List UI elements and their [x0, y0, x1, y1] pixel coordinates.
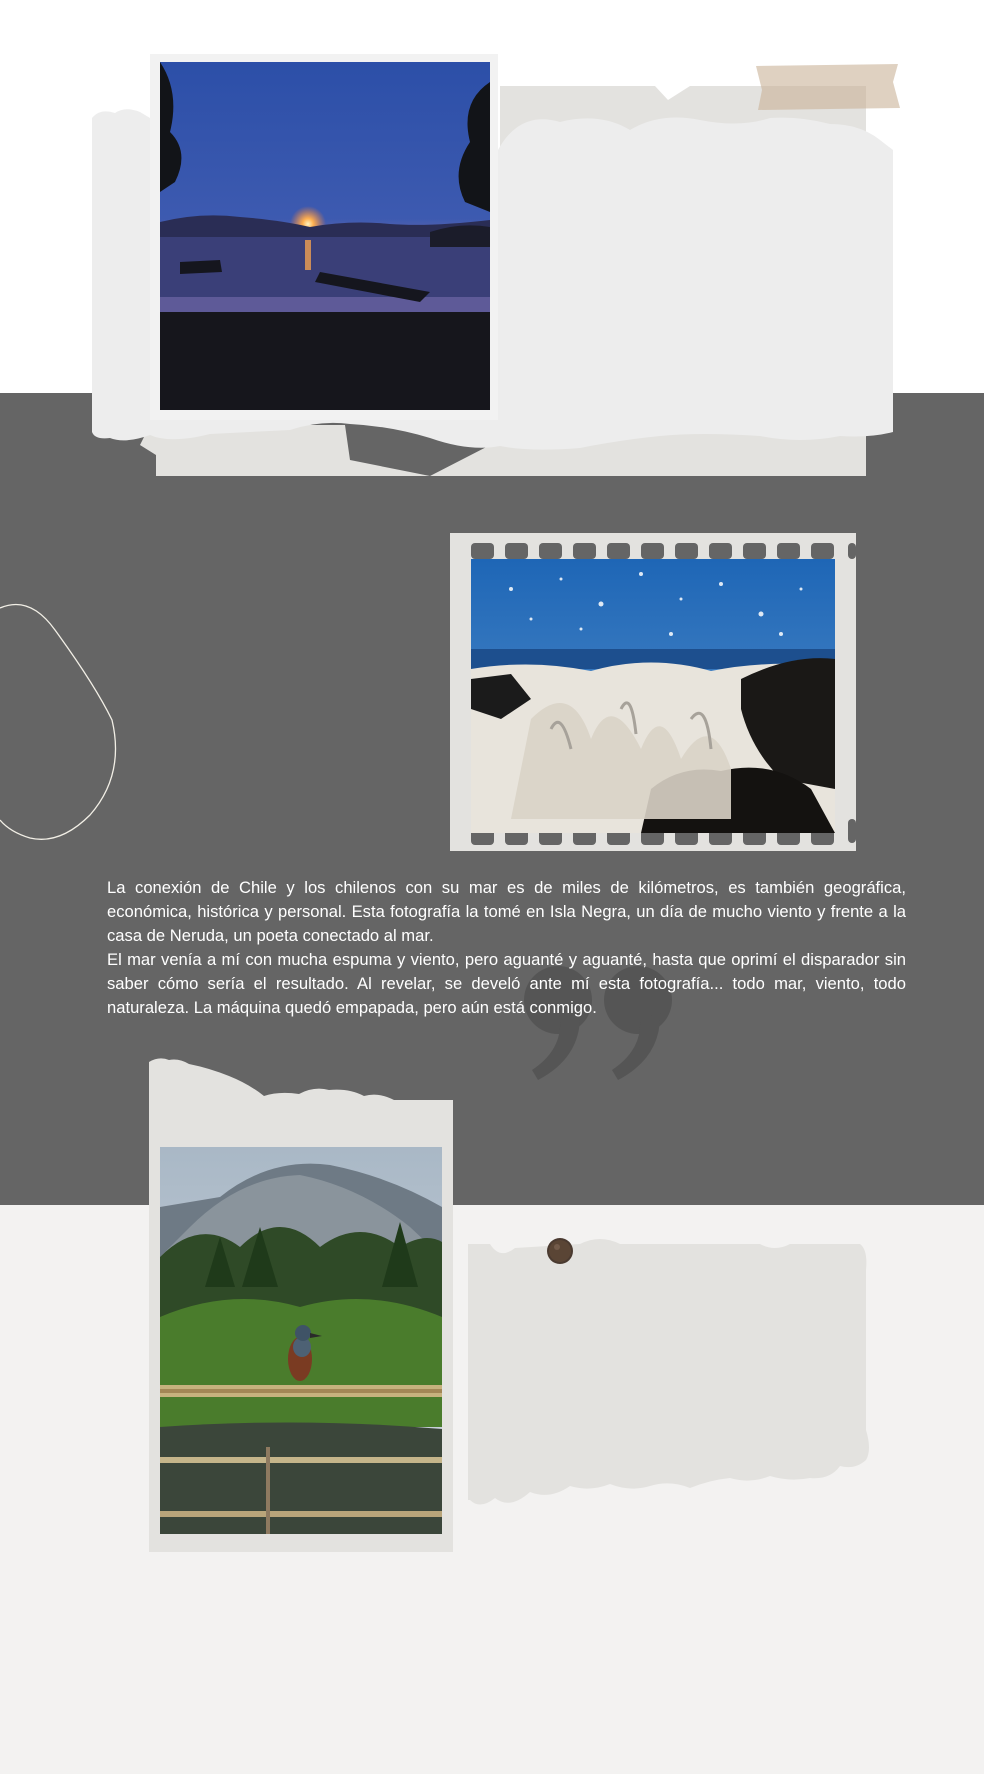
pushpin-icon — [545, 1236, 575, 1266]
story-paragraph-2: El mar venía a mí con mucha espuma y viento, pero aguanté y aguanté, hasta que oprimí el disparador sin saber cómo sería el resultado. Al revelar, se develó ante mí esta fotografía... todo mar, viento, todo naturaleza. La máquina quedó empapada, pero aún está conmigo. — [107, 950, 906, 1017]
lake-sunset-photo — [160, 62, 490, 410]
story-paragraph-1: La conexión de Chile y los chilenos con su mar es de miles de kilómetros, es también geográfica, económica, histórica y personal. Esta fotografía la tomé en Isla Negra, un día de mucho viento y frente a la casa de Neruda, un poeta conectado al mar. — [107, 878, 906, 945]
decorative-outline-shape — [0, 600, 120, 850]
tape-strip — [756, 64, 900, 110]
sea-spray-photo — [471, 559, 835, 833]
torn-paper-note — [460, 1230, 870, 1520]
kingfisher-river-photo — [160, 1147, 442, 1534]
story-text — [107, 876, 906, 1020]
